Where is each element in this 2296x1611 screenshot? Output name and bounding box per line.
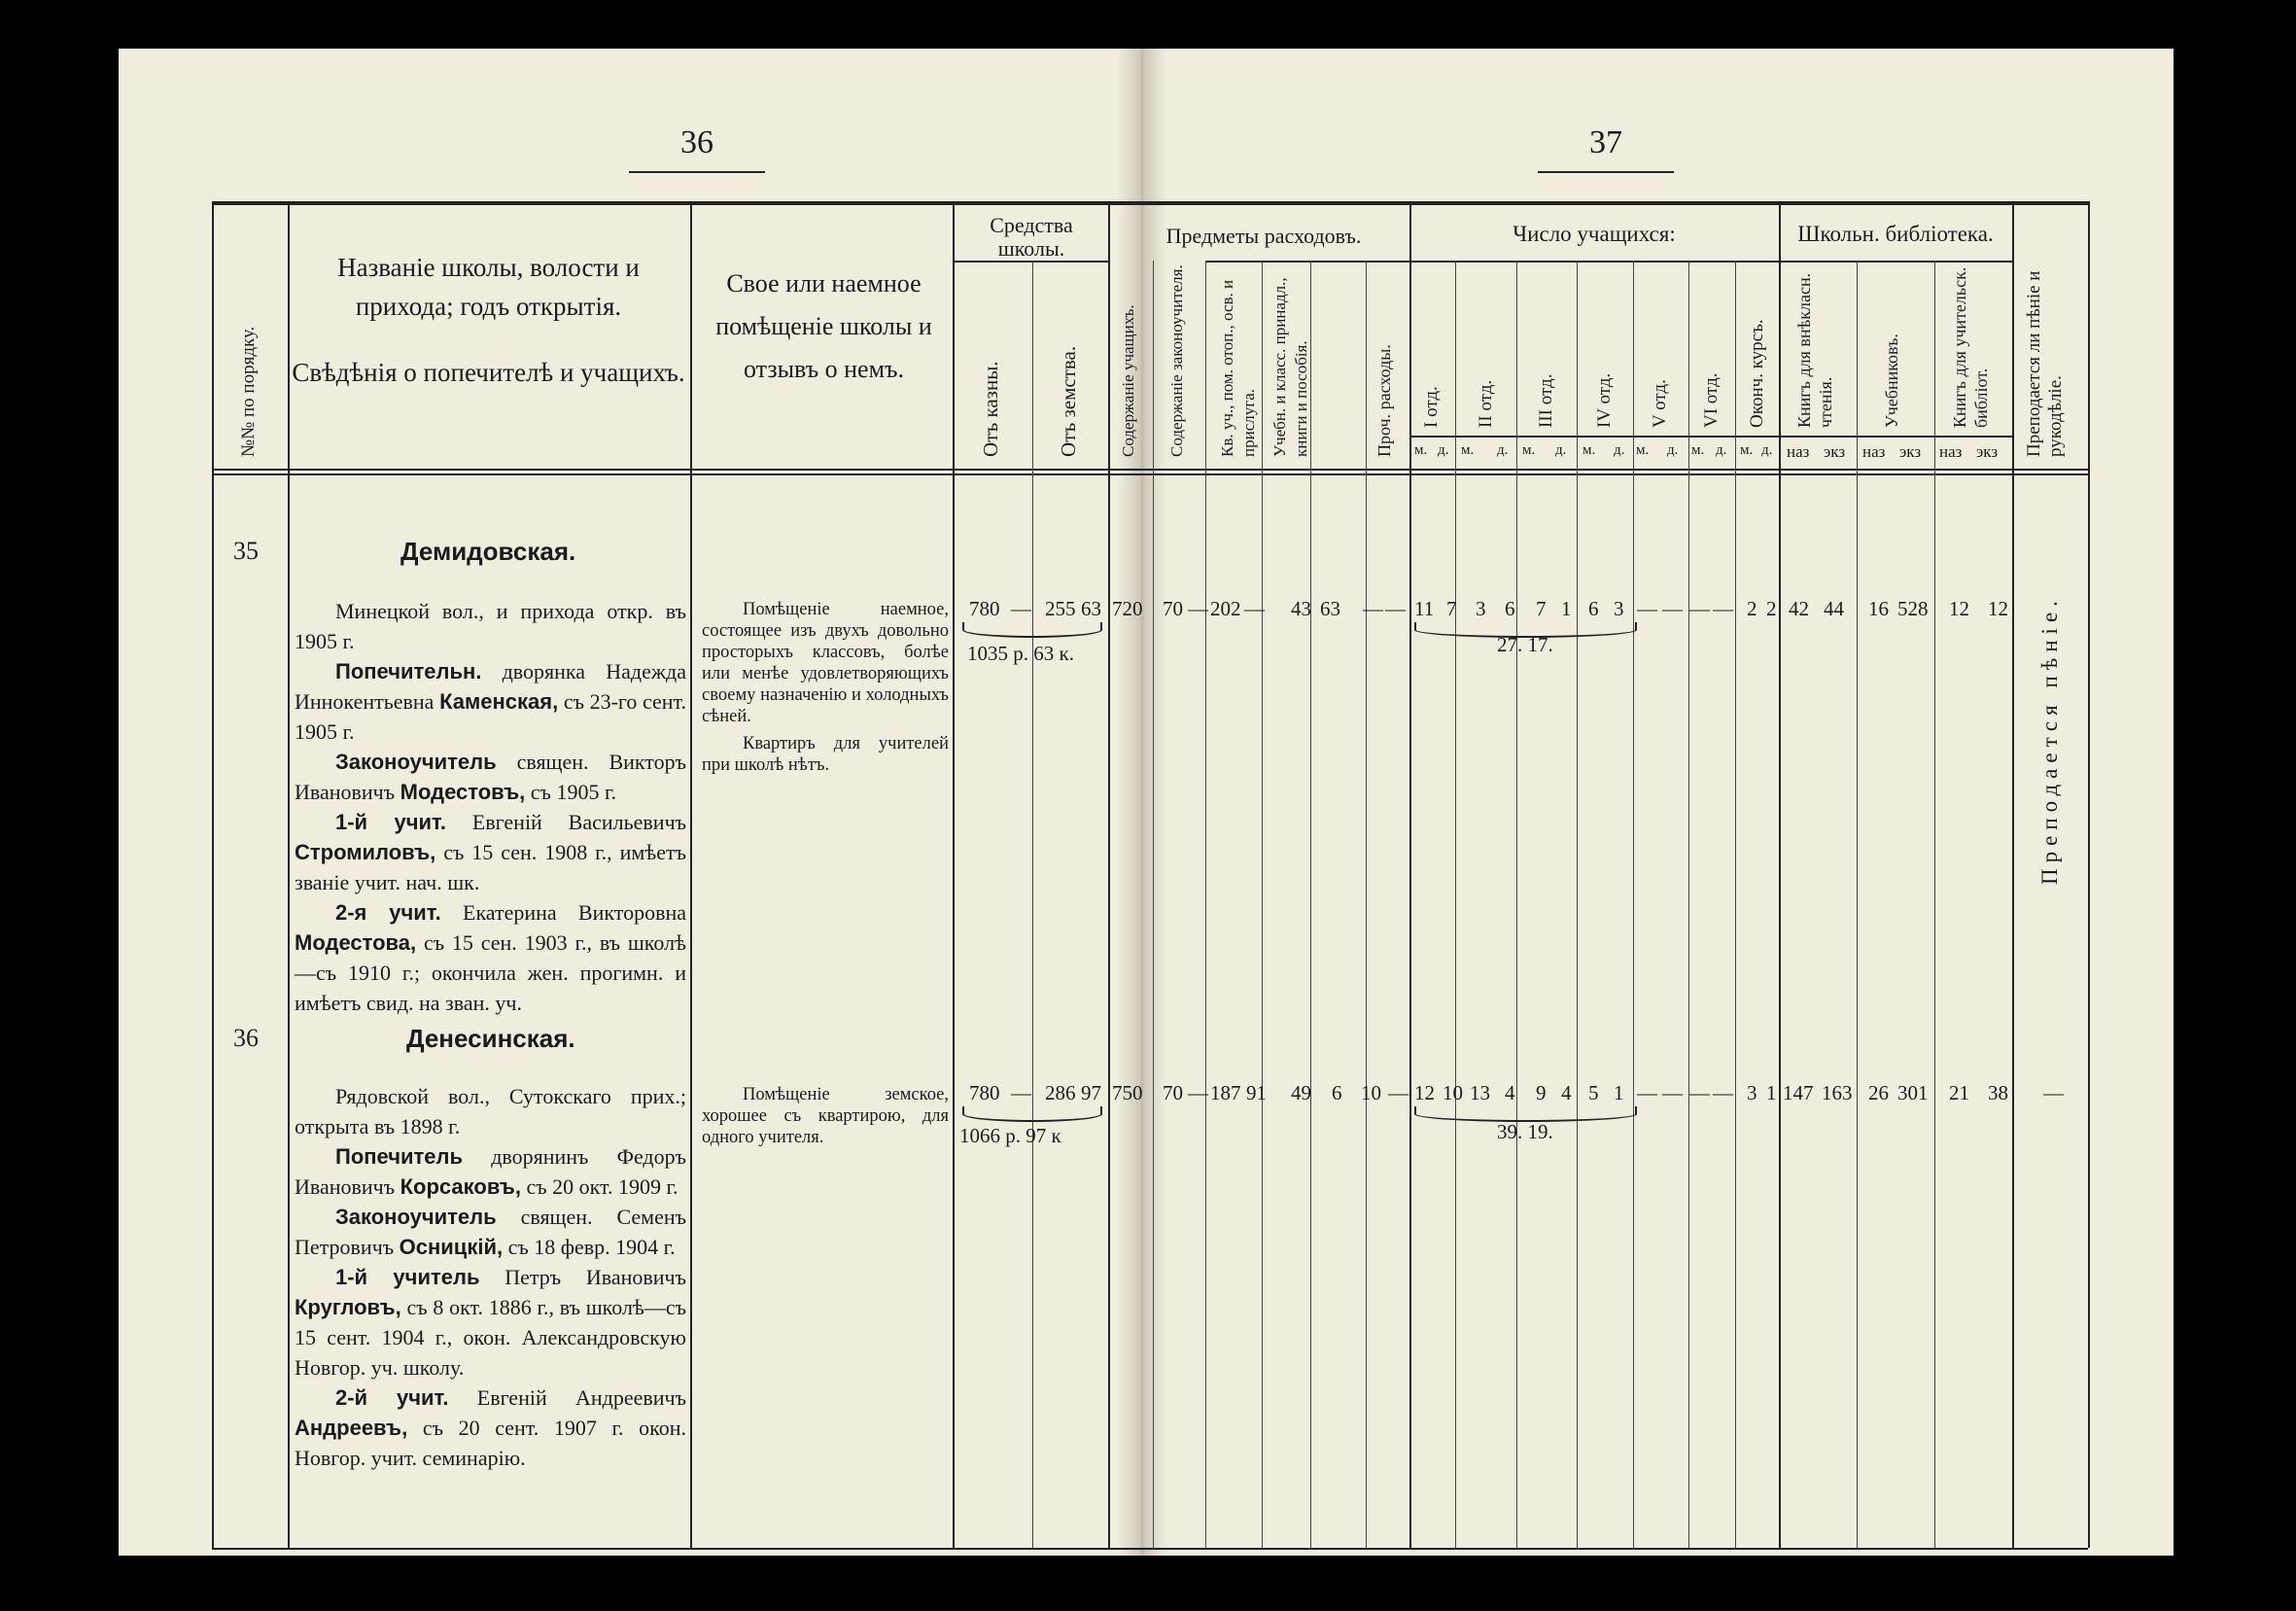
header-num: №№ по порядку. xyxy=(238,326,259,457)
library-count: 147 xyxy=(1783,1081,1814,1104)
finished-count: 1 xyxy=(1766,1081,1777,1104)
md-label: м. xyxy=(1740,442,1754,458)
teacher-2-surname: Андреевъ, xyxy=(295,1416,408,1440)
premises-description: Помѣщеніе наемное, состоящее изъ двухъ довольно просторыхъ классовъ, болѣе или менѣе удовлетворяющихъ своему назначенію и холодныхъ сѣней. xyxy=(702,600,949,726)
md-label: д. xyxy=(1614,442,1625,458)
dept-dash: — xyxy=(1689,1081,1710,1104)
md-label: м. xyxy=(1461,442,1475,458)
col-rule-lib2 xyxy=(1934,261,1935,1548)
exp-apartment-kop: 91 xyxy=(1246,1081,1267,1104)
student-count: 11 xyxy=(1414,597,1435,620)
right-page-number: 37 xyxy=(1589,124,1622,160)
fund-brace xyxy=(962,1106,1102,1122)
student-count: 12 xyxy=(1414,1081,1435,1104)
patron-since: съ 23-го сент. 1905 г. xyxy=(295,689,687,744)
library-naz-label: наз xyxy=(1939,442,1963,461)
exp-books-kop: 6 xyxy=(1332,1081,1342,1104)
md-label: м. xyxy=(1691,442,1705,458)
student-count: 3 xyxy=(1614,597,1624,620)
col-rule-st4 xyxy=(1633,261,1634,1548)
header-school-name xyxy=(292,248,685,392)
header-exp-books: Учебн. и класс. принадл., книги и пособія. xyxy=(1270,277,1310,457)
student-count: 6 xyxy=(1588,597,1599,620)
fund-zemstvo: 255 xyxy=(1045,597,1076,620)
dept-dash: — xyxy=(1689,597,1710,620)
md-label: д. xyxy=(1497,442,1509,458)
exp-books-kop: 63 xyxy=(1320,597,1340,620)
library-ekz-label: экз xyxy=(1976,442,1999,461)
singing-note: Преподается пѣніе. xyxy=(2037,595,2062,885)
library-ekz-label: экз xyxy=(1824,442,1846,461)
teacher-1-name: Евгеній Васильевичъ xyxy=(471,810,687,834)
teacher-2-details: съ 20 сент. 1907 г. окон. Новгор. учит. семинарію. xyxy=(295,1416,686,1470)
md-label: д. xyxy=(1716,442,1727,458)
header-exp-law: Содержаніе законоучителя. xyxy=(1167,264,1186,457)
col-rule-exp5 xyxy=(1366,261,1367,1548)
funds-subheader-rule xyxy=(953,261,1108,263)
law-teacher-name: священ. Викторъ Ивановичъ xyxy=(295,750,686,804)
header-exp-teachers: Содержаніе учащихъ. xyxy=(1119,304,1137,457)
patron-line xyxy=(295,1141,686,1202)
header-lib-teachers: Книгъ для учительск. библіот. xyxy=(1950,266,1991,428)
exp-other: — xyxy=(1363,597,1383,620)
dept-dash: — xyxy=(1662,597,1683,620)
exp-apartment: 187 xyxy=(1210,1081,1241,1104)
library-count: 16 xyxy=(1868,597,1889,620)
finished-count: 2 xyxy=(1766,597,1777,620)
col-rule-st2 xyxy=(1516,261,1517,1548)
library-count: 301 xyxy=(1897,1081,1929,1104)
student-count: 1 xyxy=(1561,597,1572,620)
library-count: 163 xyxy=(1822,1081,1853,1104)
exp-books: 43 xyxy=(1291,597,1311,620)
md-label: м. xyxy=(1636,442,1650,458)
volost-text: Минецкой вол., и прихода откр. въ 1905 г. xyxy=(295,599,686,653)
student-count: 4 xyxy=(1561,1081,1572,1104)
law-teacher-since: съ 18 февр. 1904 г. xyxy=(507,1235,676,1259)
school-entry xyxy=(295,596,686,1018)
student-count: 9 xyxy=(1536,1081,1547,1104)
student-count: 1 xyxy=(1614,1081,1624,1104)
col-rule-students xyxy=(1779,201,1781,1548)
patron-name: дворянинъ Федоръ Ивановичъ xyxy=(295,1144,686,1199)
table-header-rule-2 xyxy=(212,473,2088,475)
patron-surname: Корсаковъ, xyxy=(400,1174,521,1199)
md-label: м. xyxy=(1583,442,1596,458)
library-count: 26 xyxy=(1868,1081,1889,1104)
fund-zemstvo-kop: 97 xyxy=(1081,1081,1101,1104)
dept-dash: — xyxy=(1662,1081,1683,1104)
fund-treasury: 780 xyxy=(969,597,1000,620)
col-rule-left-edge xyxy=(212,201,214,1548)
law-teacher-since: съ 1905 г. xyxy=(530,780,616,804)
students-total: 39. 19. xyxy=(1497,1120,1553,1143)
school-number: 35 xyxy=(233,537,259,565)
law-teacher-surname: Осницкій, xyxy=(399,1235,504,1259)
header-dept-6: VI отд. xyxy=(1701,372,1722,428)
fund-dash: — xyxy=(1011,1081,1031,1104)
md-label: м. xyxy=(1414,442,1428,458)
exp-law: 70 xyxy=(1163,597,1183,620)
library-count: 528 xyxy=(1897,597,1929,620)
law-teacher-line xyxy=(295,1202,686,1262)
student-count: 7 xyxy=(1446,597,1457,620)
fund-zemstvo: 286 xyxy=(1045,1081,1076,1104)
md-label: д. xyxy=(1667,442,1679,458)
header-dept-1: I отд. xyxy=(1421,386,1442,428)
law-teacher-label: Законоучитель xyxy=(335,750,497,774)
col-rule-num xyxy=(288,201,290,1548)
premises-description: Помѣщеніе земское, хорошее съ квартирою, для одного учителя. xyxy=(702,1085,949,1147)
fund-dash: — xyxy=(1011,597,1031,620)
col-rule-st1 xyxy=(1455,261,1456,1548)
md-label: д. xyxy=(1438,442,1449,458)
library-count: 12 xyxy=(1949,597,1969,620)
teacher-1-line xyxy=(295,1262,686,1383)
col-rule-st3 xyxy=(1577,261,1578,1548)
student-count: 4 xyxy=(1505,1081,1515,1104)
dept-dash: — xyxy=(1637,597,1657,620)
col-rule-fund1 xyxy=(1032,261,1033,1548)
col-rule-name xyxy=(690,201,692,1548)
teacher-2-name: Евгеній Андреевичъ xyxy=(476,1385,686,1410)
teacher-2-line xyxy=(295,897,686,1018)
library-count: 44 xyxy=(1824,597,1844,620)
table-top-rule xyxy=(212,201,2088,205)
student-count: 3 xyxy=(1476,597,1486,620)
exp-dash: — xyxy=(1188,1081,1208,1104)
teacher-2-label: 2-я учит. xyxy=(335,900,441,925)
teacher-1-name: Петръ Ивановичъ xyxy=(504,1265,686,1289)
md-label: д. xyxy=(1555,442,1567,458)
patron-surname: Каменская, xyxy=(439,689,559,714)
library-naz-label: наз xyxy=(1862,442,1886,461)
law-teacher-line xyxy=(295,747,686,807)
teacher-1-label: 1-й учитель xyxy=(335,1265,480,1289)
col-rule-st5 xyxy=(1688,261,1689,1548)
col-rule-funds xyxy=(1108,201,1110,1548)
exp-dash: — xyxy=(1244,597,1265,620)
student-count: 7 xyxy=(1536,597,1547,620)
exp-teachers: 720 xyxy=(1112,597,1143,620)
teacher-1-details: съ 8 окт. 1886 г., въ школѣ—съ 15 сент. 1904 г., окон. Александровскую Новгор. уч. школу. xyxy=(295,1295,687,1380)
teacher-1-label: 1-й учит. xyxy=(335,810,447,834)
patron-since: съ 20 окт. 1909 г. xyxy=(526,1174,678,1199)
col-rule-lib1 xyxy=(1857,261,1858,1548)
patron-name: дворянка Надежда Иннокентьевна xyxy=(295,659,686,714)
teacher-1-details: съ 15 сен. 1908 г., имѣетъ званіе учит. нач. шк. xyxy=(295,840,686,894)
right-page-number-rule xyxy=(1538,171,1674,173)
col-rule-premises xyxy=(953,201,955,1548)
library-naz-label: наз xyxy=(1787,442,1810,461)
md-label: м. xyxy=(1522,442,1536,458)
col-rule-exp1 xyxy=(1153,261,1154,1548)
premises-apartment: Квартиръ для учителей при школѣ нѣтъ. xyxy=(702,734,949,775)
finished-count: 3 xyxy=(1747,1081,1757,1104)
header-exp-other: Проч. расходы. xyxy=(1374,344,1394,457)
dept-dash: — xyxy=(1713,597,1733,620)
library-count: 21 xyxy=(1949,1081,1969,1104)
header-lib-textbooks: Учебниковъ. xyxy=(1882,333,1901,428)
col-rule-exp2 xyxy=(1205,261,1206,1548)
col-rule-st6 xyxy=(1735,261,1736,1548)
school-name: Демидовская. xyxy=(400,537,576,566)
table-header-rule xyxy=(212,469,2088,471)
header-singing: Преподается ли пѣніе и рукодѣліе. xyxy=(2024,270,2066,457)
md-subheader-rule xyxy=(1409,436,2012,438)
teacher-1-line xyxy=(295,807,686,897)
table-bottom-rule xyxy=(212,1548,2088,1550)
fund-zemstvo-kop: 63 xyxy=(1081,597,1101,620)
patron-line xyxy=(295,656,686,747)
fund-total: 1035 р. 63 к. xyxy=(967,642,1074,665)
header-dept-4: IV отд. xyxy=(1594,372,1615,428)
library-count: 42 xyxy=(1789,597,1809,620)
header-dept-2: II отд. xyxy=(1476,379,1496,428)
library-count: 38 xyxy=(1988,1081,2008,1104)
header-funds: Средства школы. xyxy=(990,213,1073,261)
left-page-number-rule xyxy=(629,171,765,173)
teacher-2-name: Екатерина Викторовна xyxy=(463,900,687,925)
premises-text xyxy=(702,1084,949,1148)
school-entry xyxy=(295,1081,686,1473)
patron-label: Попечитель xyxy=(335,1144,464,1169)
header-school-name-text: Названіе школы, волости и прихода; годъ открытія. xyxy=(337,253,640,321)
md-label: д. xyxy=(1761,442,1773,458)
teacher-1-surname: Стромиловъ, xyxy=(295,840,436,864)
fund-total: 1066 р. 97 к xyxy=(959,1124,1061,1147)
teacher-2-label: 2-й учит. xyxy=(335,1385,449,1410)
law-teacher-surname: Модестовъ, xyxy=(400,780,526,804)
header-lib-extra: Книгъ для внѣкласн. чтенія. xyxy=(1794,272,1835,428)
header-library: Школьн. библіотека. xyxy=(1797,222,1994,246)
header-funds-treasury: Отъ казны. xyxy=(979,361,1002,457)
dept-dash: — xyxy=(1637,1081,1657,1104)
fund-brace xyxy=(962,622,1102,638)
student-count: 6 xyxy=(1505,597,1515,620)
col-rule-library xyxy=(2012,201,2014,1548)
header-dept-3: III отд. xyxy=(1536,373,1556,428)
col-rule-right-edge xyxy=(2088,201,2090,1548)
header-premises: Свое или наемное помѣщеніе школы и отзывъ о немъ. xyxy=(715,269,932,383)
left-page-number: 36 xyxy=(680,124,713,160)
book-gutter xyxy=(1118,49,1166,1556)
school-number: 36 xyxy=(233,1024,259,1052)
header-funds-zemstvo: Отъ земства. xyxy=(1057,345,1080,457)
col-rule-exp3 xyxy=(1262,261,1263,1548)
exp-other-kop: — xyxy=(1388,1081,1409,1104)
header-dept-finished: Оконч. курсъ. xyxy=(1747,319,1767,428)
exp-other: 10 xyxy=(1361,1081,1381,1104)
student-count: 13 xyxy=(1470,1081,1490,1104)
student-count: 10 xyxy=(1443,1081,1463,1104)
student-count: 5 xyxy=(1588,1081,1599,1104)
teacher-2-details: съ 15 сен. 1903 г., въ школѣ—съ 1910 г.; окончила жен. прогимн. и имѣетъ свид. на зван. уч. xyxy=(295,930,686,1015)
teacher-1-surname: Кругловъ, xyxy=(295,1295,401,1319)
library-count: 12 xyxy=(1988,597,2008,620)
exp-teachers: 750 xyxy=(1112,1081,1143,1104)
law-teacher-name: священ. Семенъ Петровичъ xyxy=(295,1205,686,1259)
exp-other-kop: — xyxy=(1385,597,1406,620)
header-students: Число учащихся: xyxy=(1513,222,1676,246)
school-name: Денесинская. xyxy=(406,1024,575,1053)
exp-books: 49 xyxy=(1291,1081,1311,1104)
premises-text xyxy=(702,599,949,776)
law-teacher-label: Законоучитель xyxy=(335,1205,497,1229)
teacher-2-line xyxy=(295,1383,686,1473)
students-total: 27. 17. xyxy=(1497,633,1553,656)
header-dept-5: V отд. xyxy=(1650,379,1670,428)
header-expenses: Предметы расходовъ. xyxy=(1165,224,1362,248)
exp-dash: — xyxy=(1188,597,1208,620)
dept-dash: — xyxy=(1713,1081,1733,1104)
teacher-2-surname: Модестова, xyxy=(295,930,417,955)
finished-count: 2 xyxy=(1747,597,1757,620)
patron-label: Попечительн. xyxy=(335,659,482,683)
volost-text: Рядовской вол., Сутокскаго прих.; открыта въ 1898 г. xyxy=(295,1084,686,1138)
singing-dash: — xyxy=(2043,1081,2064,1104)
fund-treasury: 780 xyxy=(969,1081,1000,1104)
library-ekz-label: экз xyxy=(1899,442,1922,461)
exp-apartment: 202 xyxy=(1210,597,1241,620)
header-patron-info: Свѣдѣнія о попечителѣ и учащихъ. xyxy=(292,358,685,387)
students-subheader-rule xyxy=(1409,261,1779,263)
col-rule-expenses xyxy=(1409,201,1411,1548)
header-exp-apartment: Кв. уч., пом. отоп., осв. и прислуга. xyxy=(1218,279,1258,457)
exp-law: 70 xyxy=(1163,1081,1183,1104)
